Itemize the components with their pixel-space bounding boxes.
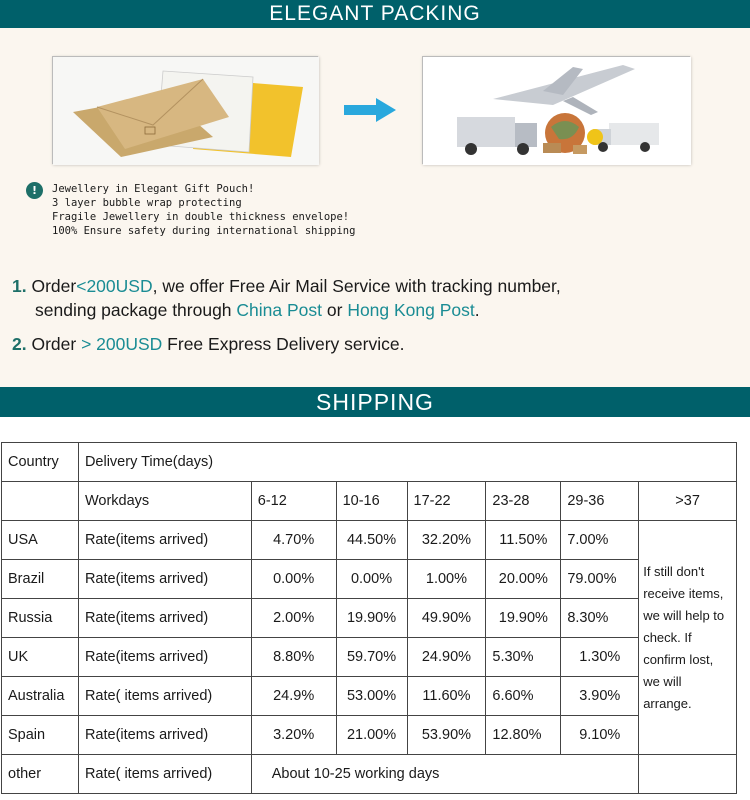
note-line: 3 layer bubble wrap protecting [52, 197, 242, 209]
shipping-title: SHIPPING [316, 389, 434, 415]
envelope-photo [52, 56, 318, 164]
shipping-table-wrap [0, 442, 750, 794]
rate-cell: 5.30% [486, 638, 561, 677]
elegant-packing-banner [0, 0, 750, 28]
hong-kong-post-text: Hong Kong Post [347, 300, 475, 320]
policy-text: or [322, 300, 348, 320]
note-line: 100% Ensure safety during international shipping [52, 225, 356, 237]
rate-label-cell: Rate( items arrived) [78, 755, 251, 794]
packing-notes [26, 182, 355, 238]
rate-cell: 4.70% [251, 521, 336, 560]
rate-cell: 11.60% [407, 677, 486, 716]
rate-cell: 9.10% [561, 716, 639, 755]
rate-label-cell: Rate(items arrived) [78, 599, 251, 638]
elegant-packing-title: ELEGANT PACKING [269, 2, 481, 25]
policy-item-1 [12, 274, 561, 322]
shipping-banner [0, 387, 750, 417]
policy-text: Order [26, 276, 77, 296]
country-cell: UK [2, 638, 79, 677]
rate-cell: 24.9% [251, 677, 336, 716]
rate-cell: 79.00% [561, 560, 639, 599]
rate-cell: 6.60% [486, 677, 561, 716]
rate-cell: 19.90% [486, 599, 561, 638]
policy-text: sending package through [35, 300, 237, 320]
rate-label-cell: Rate(items arrived) [78, 521, 251, 560]
country-cell: Russia [2, 599, 79, 638]
note-line: Jewellery in Elegant Gift Pouch! [52, 183, 255, 195]
table-header-row [2, 482, 737, 521]
policy-threshold: <200USD [76, 276, 153, 296]
other-delivery-cell: About 10-25 working days [251, 755, 638, 794]
policy-item-2 [12, 332, 404, 356]
rate-label-cell: Rate(items arrived) [78, 560, 251, 599]
rate-cell: 12.80% [486, 716, 561, 755]
empty-cell [639, 755, 737, 794]
table-row [2, 677, 737, 716]
table-row [2, 560, 737, 599]
policy-text: Free Express Delivery service. [162, 334, 405, 354]
china-post-text: China Post [236, 300, 323, 320]
rate-cell: 11.50% [486, 521, 561, 560]
shipping-transport-photo [422, 56, 690, 164]
policy-text: . [474, 300, 480, 320]
info-icon: ! [26, 182, 43, 199]
rate-cell: 7.00% [561, 521, 639, 560]
rate-cell: 44.50% [336, 521, 407, 560]
rate-label-cell: Rate(items arrived) [78, 638, 251, 677]
empty-cell [2, 482, 79, 521]
rate-cell: 3.90% [561, 677, 639, 716]
rate-cell: 1.30% [561, 638, 639, 677]
header-country: Country [2, 443, 79, 482]
table-row [2, 599, 737, 638]
rate-cell: 2.00% [251, 599, 336, 638]
header-workdays: Workdays [78, 482, 251, 521]
header-delivery-time: Delivery Time(days) [78, 443, 736, 482]
packing-section [0, 28, 750, 388]
lost-item-note: If still don't receive items, we will help to check. If confirm lost, we will arrange. [639, 521, 737, 755]
header-range: 23-28 [486, 482, 561, 521]
country-cell: USA [2, 521, 79, 560]
rate-cell: 49.90% [407, 599, 486, 638]
header-range: 10-16 [336, 482, 407, 521]
rate-cell: 8.30% [561, 599, 639, 638]
header-range: 29-36 [561, 482, 639, 521]
rate-cell: 3.20% [251, 716, 336, 755]
table-header-row [2, 443, 737, 482]
note-line: Fragile Jewellery in double thickness envelope! [52, 211, 350, 223]
table-row [2, 638, 737, 677]
rate-cell: 59.70% [336, 638, 407, 677]
country-cell: other [2, 755, 79, 794]
rate-cell: 1.00% [407, 560, 486, 599]
rate-cell: 8.80% [251, 638, 336, 677]
header-range: >37 [639, 482, 737, 521]
policy-threshold: > 200USD [81, 334, 163, 354]
rate-cell: 0.00% [336, 560, 407, 599]
table-row [2, 716, 737, 755]
rate-cell: 53.90% [407, 716, 486, 755]
right-arrow-icon [344, 98, 396, 127]
country-cell: Australia [2, 677, 79, 716]
header-range: 17-22 [407, 482, 486, 521]
rate-cell: 21.00% [336, 716, 407, 755]
shipping-table [1, 442, 737, 794]
rate-cell: 19.90% [336, 599, 407, 638]
policy-text: Order [26, 334, 82, 354]
table-row [2, 521, 737, 560]
header-range: 6-12 [251, 482, 336, 521]
rate-cell: 32.20% [407, 521, 486, 560]
rate-cell: 24.90% [407, 638, 486, 677]
policy-text: , we offer Free Air Mail Service with tracking number, [152, 276, 561, 296]
rate-cell: 0.00% [251, 560, 336, 599]
policy-number: 2. [12, 334, 27, 354]
rate-cell: 20.00% [486, 560, 561, 599]
country-cell: Brazil [2, 560, 79, 599]
rate-label-cell: Rate( items arrived) [78, 677, 251, 716]
policy-number: 1. [12, 276, 27, 296]
rate-label-cell: Rate(items arrived) [78, 716, 251, 755]
country-cell: Spain [2, 716, 79, 755]
rate-cell: 53.00% [336, 677, 407, 716]
table-row [2, 755, 737, 794]
